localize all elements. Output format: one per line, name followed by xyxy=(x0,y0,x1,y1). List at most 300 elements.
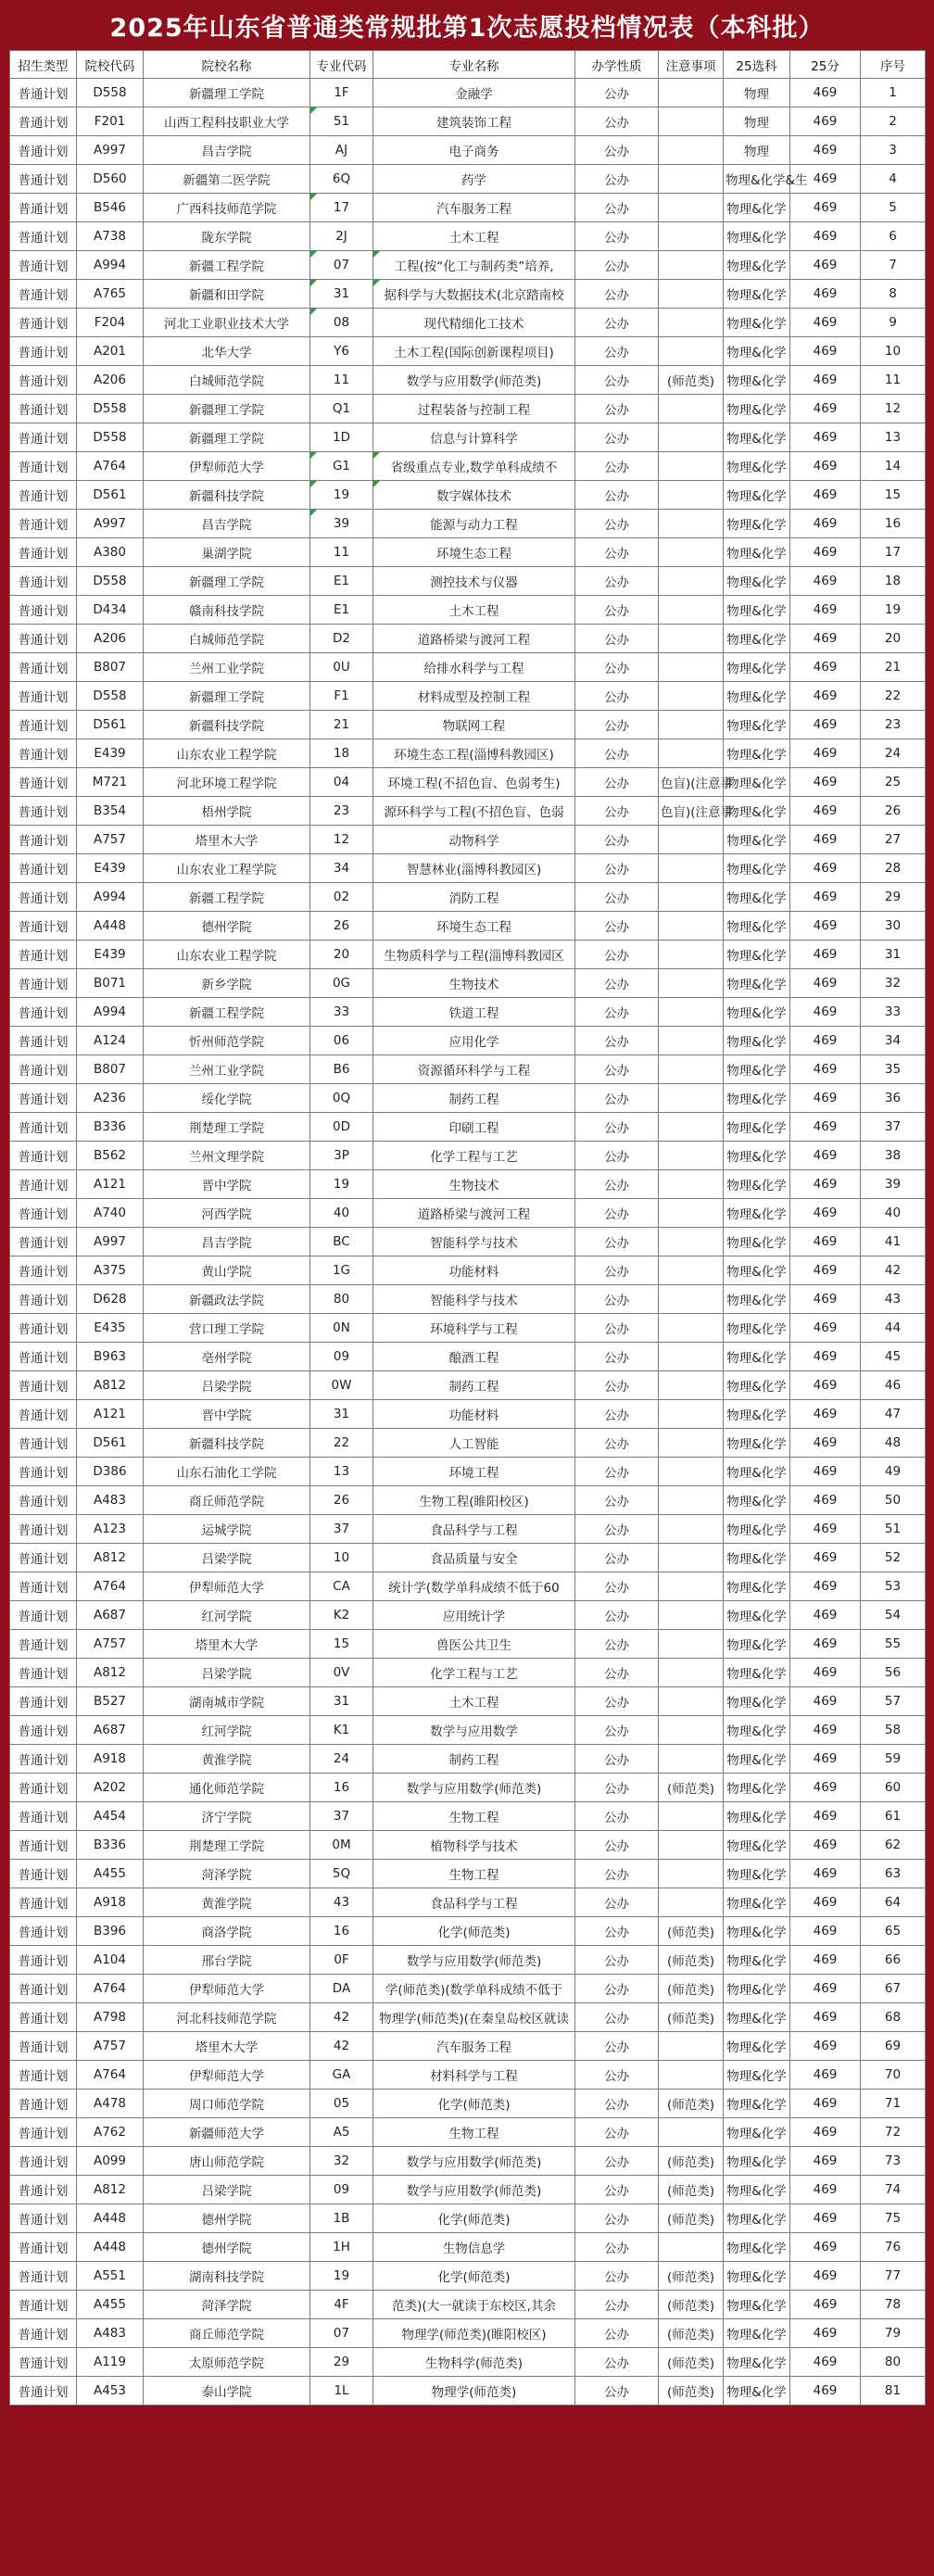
cell-school-nature: 公办 xyxy=(575,165,659,194)
cell-major-code: 4F xyxy=(310,2291,373,2319)
cell-major-code: 33 xyxy=(310,998,373,1027)
cell-school-name: 黄淮学院 xyxy=(144,1888,310,1917)
cell-notes xyxy=(659,1486,724,1515)
cell-subjects: 物理&化学 xyxy=(724,1572,790,1601)
table-row xyxy=(10,1716,926,1745)
table-row xyxy=(10,79,926,107)
cell-school-nature: 公办 xyxy=(575,1716,659,1745)
cell-major-name: 能源与动力工程 xyxy=(373,510,575,538)
cell-school-nature: 公办 xyxy=(575,1256,659,1285)
cell-serial: 24 xyxy=(861,739,926,768)
cell-school-name: 晋中学院 xyxy=(144,1400,310,1429)
cell-notes xyxy=(659,1515,724,1544)
cell-subjects: 物理&化学 xyxy=(724,1027,790,1055)
cell-school-name: 红河学院 xyxy=(144,1601,310,1630)
cell-school-code: A123 xyxy=(77,1515,144,1544)
cell-school-name: 营口理工学院 xyxy=(144,1314,310,1343)
cell-score: 469 xyxy=(790,510,861,538)
cell-serial: 37 xyxy=(861,1113,926,1142)
table-row xyxy=(10,395,926,423)
cell-score: 469 xyxy=(790,366,861,395)
cell-score: 469 xyxy=(790,883,861,912)
cell-score: 469 xyxy=(790,1630,861,1659)
cell-score: 469 xyxy=(790,739,861,768)
cell-major-name: 材料科学与工程 xyxy=(373,2061,575,2090)
cell-notes xyxy=(659,1544,724,1572)
cell-major-code: 22 xyxy=(310,1429,373,1458)
cell-admission-type: 普通计划 xyxy=(10,2176,77,2204)
cell-major-name: 数学与应用数学(师范类) xyxy=(373,1774,575,1802)
cell-school-name: 白城师范学院 xyxy=(144,625,310,653)
cell-subjects: 物理&化学 xyxy=(724,682,790,711)
cell-school-name: 兰州工业学院 xyxy=(144,653,310,682)
cell-school-nature: 公办 xyxy=(575,107,659,136)
cell-subjects: 物理&化学 xyxy=(724,1285,790,1314)
cell-school-nature: 公办 xyxy=(575,711,659,739)
cell-school-name: 红河学院 xyxy=(144,1716,310,1745)
cell-school-nature: 公办 xyxy=(575,1458,659,1486)
cell-admission-type: 普通计划 xyxy=(10,1515,77,1544)
cell-school-name: 德州学院 xyxy=(144,2233,310,2262)
cell-admission-type: 普通计划 xyxy=(10,1314,77,1343)
cell-major-name: 材料成型及控制工程 xyxy=(373,682,575,711)
cell-score: 469 xyxy=(790,1572,861,1601)
cell-admission-type: 普通计划 xyxy=(10,423,77,452)
cell-score: 469 xyxy=(790,1371,861,1400)
cell-admission-type: 普通计划 xyxy=(10,1888,77,1917)
cell-major-code: 31 xyxy=(310,280,373,309)
cell-major-name: 酿酒工程 xyxy=(373,1343,575,1371)
cell-school-name: 吕梁学院 xyxy=(144,2176,310,2204)
cell-admission-type: 普通计划 xyxy=(10,2090,77,2118)
cell-school-nature: 公办 xyxy=(575,682,659,711)
cell-subjects: 物理&化学 xyxy=(724,1544,790,1572)
cell-school-nature: 公办 xyxy=(575,395,659,423)
table-row xyxy=(10,1256,926,1285)
table-row xyxy=(10,423,926,452)
cell-subjects: 物理&化学 xyxy=(724,1802,790,1831)
cell-subjects: 物理&化学 xyxy=(724,2061,790,2090)
cell-school-nature: 公办 xyxy=(575,596,659,625)
cell-serial: 69 xyxy=(861,2032,926,2061)
cell-serial: 14 xyxy=(861,452,926,481)
cell-subjects: 物理 xyxy=(724,107,790,136)
cell-notes xyxy=(659,1802,724,1831)
cell-major-code: D2 xyxy=(310,625,373,653)
cell-subjects: 物理&化学 xyxy=(724,251,790,280)
cell-major-name: 印刷工程 xyxy=(373,1113,575,1142)
cell-notes xyxy=(659,1027,724,1055)
cell-notes: (师范类) xyxy=(659,2291,724,2319)
cell-notes xyxy=(659,739,724,768)
cell-major-name: 给排水科学与工程 xyxy=(373,653,575,682)
cell-school-code: A483 xyxy=(77,2319,144,2348)
cell-school-name: 邢台学院 xyxy=(144,1946,310,1975)
cell-school-name: 山东石油化工学院 xyxy=(144,1458,310,1486)
column-header-school-code: 院校代码 xyxy=(77,51,144,79)
cell-admission-type: 普通计划 xyxy=(10,194,77,222)
cell-subjects: 物理&化学 xyxy=(724,2291,790,2319)
table-row xyxy=(10,251,926,280)
cell-serial: 52 xyxy=(861,1544,926,1572)
cell-subjects: 物理&化学 xyxy=(724,2118,790,2147)
cell-serial: 49 xyxy=(861,1458,926,1486)
cell-school-nature: 公办 xyxy=(575,1802,659,1831)
table-row xyxy=(10,682,926,711)
cell-major-name: 植物科学与技术 xyxy=(373,1831,575,1860)
cell-score: 469 xyxy=(790,768,861,797)
cell-major-name: 应用统计学 xyxy=(373,1601,575,1630)
cell-school-name: 兰州文理学院 xyxy=(144,1142,310,1170)
cell-score: 469 xyxy=(790,1745,861,1774)
cell-school-name: 兰州工业学院 xyxy=(144,1055,310,1084)
cell-school-nature: 公办 xyxy=(575,366,659,395)
cell-notes xyxy=(659,1716,724,1745)
table-row xyxy=(10,1199,926,1228)
cell-subjects: 物理&化学 xyxy=(724,510,790,538)
cell-school-code: D558 xyxy=(77,423,144,452)
cell-subjects: 物理&化学 xyxy=(724,1888,790,1917)
cell-school-name: 新疆工程学院 xyxy=(144,883,310,912)
cell-major-name: 数学与应用数学(师范类) xyxy=(373,366,575,395)
cell-notes xyxy=(659,711,724,739)
cell-school-name: 山东农业工程学院 xyxy=(144,739,310,768)
cell-notes xyxy=(659,280,724,309)
cell-school-code: A765 xyxy=(77,280,144,309)
cell-school-code: B963 xyxy=(77,1343,144,1371)
cell-serial: 72 xyxy=(861,2118,926,2147)
cell-admission-type: 普通计划 xyxy=(10,1774,77,1802)
cell-serial: 5 xyxy=(861,194,926,222)
cell-notes xyxy=(659,1314,724,1343)
cell-school-nature: 公办 xyxy=(575,2291,659,2319)
cell-notes xyxy=(659,682,724,711)
cell-school-nature: 公办 xyxy=(575,1774,659,1802)
cell-score: 469 xyxy=(790,1429,861,1458)
cell-serial: 42 xyxy=(861,1256,926,1285)
cell-major-name: 消防工程 xyxy=(373,883,575,912)
cell-admission-type: 普通计划 xyxy=(10,1084,77,1113)
cell-school-code: E435 xyxy=(77,1314,144,1343)
cell-major-code: B6 xyxy=(310,1055,373,1084)
cell-admission-type: 普通计划 xyxy=(10,2204,77,2233)
cell-school-code: A236 xyxy=(77,1084,144,1113)
cell-serial: 29 xyxy=(861,883,926,912)
cell-school-nature: 公办 xyxy=(575,1831,659,1860)
table-row xyxy=(10,510,926,538)
cell-serial: 8 xyxy=(861,280,926,309)
cell-school-name: 新疆工程学院 xyxy=(144,998,310,1027)
cell-score: 469 xyxy=(790,1687,861,1716)
cell-major-code: 10 xyxy=(310,1544,373,1572)
cell-admission-type: 普通计划 xyxy=(10,395,77,423)
cell-score: 469 xyxy=(790,1458,861,1486)
cell-school-nature: 公办 xyxy=(575,2176,659,2204)
cell-major-name: 智能科学与技术 xyxy=(373,1285,575,1314)
cell-admission-type: 普通计划 xyxy=(10,2147,77,2176)
cell-major-code: 17 xyxy=(310,194,373,222)
cell-school-name: 北华大学 xyxy=(144,337,310,366)
cell-school-name: 太原师范学院 xyxy=(144,2348,310,2377)
cell-subjects: 物理&化学 xyxy=(724,854,790,883)
cell-school-nature: 公办 xyxy=(575,912,659,941)
cell-major-code: 23 xyxy=(310,797,373,826)
cell-school-nature: 公办 xyxy=(575,567,659,596)
cell-school-code: D558 xyxy=(77,395,144,423)
cell-school-nature: 公办 xyxy=(575,1975,659,2003)
cell-major-code: A5 xyxy=(310,2118,373,2147)
cell-school-code: F204 xyxy=(77,309,144,337)
cell-major-code: 19 xyxy=(310,1170,373,1199)
cell-major-name: 过程装备与控制工程 xyxy=(373,395,575,423)
table-row xyxy=(10,1055,926,1084)
cell-serial: 67 xyxy=(861,1975,926,2003)
cell-major-code: 0V xyxy=(310,1659,373,1687)
cell-major-name: 数字媒体技术 xyxy=(373,481,575,510)
cell-subjects: 物理&化学 xyxy=(724,2032,790,2061)
cell-notes xyxy=(659,194,724,222)
cell-notes: (师范类) xyxy=(659,2262,724,2291)
cell-subjects: 物理&化学 xyxy=(724,2262,790,2291)
cell-school-code: E439 xyxy=(77,739,144,768)
cell-major-name: 化学(师范类) xyxy=(373,2204,575,2233)
cell-score: 469 xyxy=(790,797,861,826)
cell-notes xyxy=(659,1343,724,1371)
table-row xyxy=(10,1429,926,1458)
cell-major-code: Q1 xyxy=(310,395,373,423)
cell-score: 469 xyxy=(790,567,861,596)
cell-school-code: A997 xyxy=(77,1228,144,1256)
cell-subjects: 物理&化学 xyxy=(724,1774,790,1802)
cell-score: 469 xyxy=(790,653,861,682)
cell-school-name: 晋中学院 xyxy=(144,1170,310,1199)
cell-major-name: 生物信息学 xyxy=(373,2233,575,2262)
cell-admission-type: 普通计划 xyxy=(10,711,77,739)
cell-school-code: A478 xyxy=(77,2090,144,2118)
table-row xyxy=(10,2377,926,2406)
cell-major-code: 40 xyxy=(310,1199,373,1228)
cell-school-code: A798 xyxy=(77,2003,144,2032)
table-row xyxy=(10,2003,926,2032)
cell-score: 469 xyxy=(790,1199,861,1228)
cell-school-name: 昌吉学院 xyxy=(144,1228,310,1256)
cell-school-code: A764 xyxy=(77,1572,144,1601)
cell-school-name: 济宁学院 xyxy=(144,1802,310,1831)
cell-school-name: 运城学院 xyxy=(144,1515,310,1544)
cell-score: 469 xyxy=(790,1544,861,1572)
cell-school-code: B562 xyxy=(77,1142,144,1170)
table-row xyxy=(10,194,926,222)
cell-subjects: 物理&化学 xyxy=(724,280,790,309)
cell-score: 469 xyxy=(790,423,861,452)
cell-serial: 70 xyxy=(861,2061,926,2090)
cell-subjects: 物理&化学 xyxy=(724,1687,790,1716)
cell-score: 469 xyxy=(790,107,861,136)
cell-notes xyxy=(659,79,724,107)
cell-subjects: 物理&化学 xyxy=(724,309,790,337)
cell-major-code: 15 xyxy=(310,1630,373,1659)
cell-school-nature: 公办 xyxy=(575,1027,659,1055)
cell-major-code: 29 xyxy=(310,2348,373,2377)
cell-school-name: 伊犁师范大学 xyxy=(144,2061,310,2090)
cell-serial: 6 xyxy=(861,222,926,251)
cell-notes xyxy=(659,1055,724,1084)
cell-subjects: 物理&化学 xyxy=(724,912,790,941)
cell-school-name: 伊犁师范大学 xyxy=(144,1975,310,2003)
table-row xyxy=(10,1371,926,1400)
cell-serial: 28 xyxy=(861,854,926,883)
cell-major-name: 现代精细化工技术 xyxy=(373,309,575,337)
cell-major-name: 环境生态工程 xyxy=(373,538,575,567)
cell-score: 469 xyxy=(790,2204,861,2233)
cell-school-code: A551 xyxy=(77,2262,144,2291)
cell-admission-type: 普通计划 xyxy=(10,1659,77,1687)
cell-major-code: 02 xyxy=(310,883,373,912)
cell-score: 469 xyxy=(790,1027,861,1055)
cell-major-code: 0G xyxy=(310,969,373,998)
cell-subjects: 物理&化学 xyxy=(724,1084,790,1113)
cell-school-code: B807 xyxy=(77,653,144,682)
cell-notes xyxy=(659,2061,724,2090)
cell-major-name: 测控技术与仪器 xyxy=(373,567,575,596)
cell-school-name: 绥化学院 xyxy=(144,1084,310,1113)
cell-score: 469 xyxy=(790,395,861,423)
cell-serial: 53 xyxy=(861,1572,926,1601)
cell-school-name: 新疆理工学院 xyxy=(144,423,310,452)
cell-major-name: 化学(师范类) xyxy=(373,1917,575,1946)
cell-admission-type: 普通计划 xyxy=(10,1256,77,1285)
cell-school-nature: 公办 xyxy=(575,2061,659,2090)
table-row xyxy=(10,481,926,510)
cell-admission-type: 普通计划 xyxy=(10,366,77,395)
cell-score: 469 xyxy=(790,2291,861,2319)
cell-school-nature: 公办 xyxy=(575,1515,659,1544)
cell-admission-type: 普通计划 xyxy=(10,165,77,194)
cell-major-name: 源环科学与工程(不招色盲、色弱 xyxy=(373,797,575,826)
cell-major-code: 18 xyxy=(310,739,373,768)
cell-major-code: 42 xyxy=(310,2003,373,2032)
cell-serial: 25 xyxy=(861,768,926,797)
cell-school-name: 吕梁学院 xyxy=(144,1544,310,1572)
cell-score: 469 xyxy=(790,1774,861,1802)
cell-school-name: 忻州师范学院 xyxy=(144,1027,310,1055)
cell-notes xyxy=(659,912,724,941)
table-row xyxy=(10,2090,926,2118)
cell-major-name: 信息与计算科学 xyxy=(373,423,575,452)
cell-score: 469 xyxy=(790,1256,861,1285)
table-row xyxy=(10,912,926,941)
cell-school-nature: 公办 xyxy=(575,481,659,510)
cell-school-name: 菏泽学院 xyxy=(144,1860,310,1888)
table-row xyxy=(10,998,926,1027)
cell-school-nature: 公办 xyxy=(575,1371,659,1400)
cell-score: 469 xyxy=(790,2147,861,2176)
cell-major-code: 26 xyxy=(310,912,373,941)
cell-notes: (师范类) xyxy=(659,2090,724,2118)
cell-notes: (师范类) xyxy=(659,2003,724,2032)
cell-serial: 50 xyxy=(861,1486,926,1515)
cell-school-code: A762 xyxy=(77,2118,144,2147)
cell-serial: 61 xyxy=(861,1802,926,1831)
cell-score: 469 xyxy=(790,1917,861,1946)
cell-major-code: 32 xyxy=(310,2147,373,2176)
table-row xyxy=(10,1285,926,1314)
cell-admission-type: 普通计划 xyxy=(10,1630,77,1659)
cell-school-code: A997 xyxy=(77,510,144,538)
cell-serial: 47 xyxy=(861,1400,926,1429)
cell-admission-type: 普通计划 xyxy=(10,2003,77,2032)
cell-school-name: 昌吉学院 xyxy=(144,510,310,538)
cell-notes: 色盲)(注意事 xyxy=(659,768,724,797)
cell-school-name: 商丘师范学院 xyxy=(144,1486,310,1515)
cell-score: 469 xyxy=(790,969,861,998)
cell-major-name: 汽车服务工程 xyxy=(373,194,575,222)
cell-notes xyxy=(659,1084,724,1113)
cell-serial: 36 xyxy=(861,1084,926,1113)
cell-subjects: 物理&化学 xyxy=(724,998,790,1027)
cell-subjects: 物理&化学 xyxy=(724,538,790,567)
table-row xyxy=(10,826,926,854)
cell-notes xyxy=(659,969,724,998)
cell-serial: 55 xyxy=(861,1630,926,1659)
cell-major-code: 3P xyxy=(310,1142,373,1170)
cell-school-code: A375 xyxy=(77,1256,144,1285)
cell-school-name: 新疆科技学院 xyxy=(144,1429,310,1458)
cell-major-code: 1D xyxy=(310,423,373,452)
cell-notes xyxy=(659,1601,724,1630)
cell-notes xyxy=(659,423,724,452)
cell-admission-type: 普通计划 xyxy=(10,883,77,912)
cell-subjects: 物理&化学 xyxy=(724,653,790,682)
cell-school-code: D434 xyxy=(77,596,144,625)
cell-school-name: 伊犁师范大学 xyxy=(144,1572,310,1601)
cell-subjects: 物理&化学 xyxy=(724,423,790,452)
table-row xyxy=(10,2262,926,2291)
cell-major-name: 环境科学与工程 xyxy=(373,1314,575,1343)
cell-major-code: 20 xyxy=(310,941,373,969)
table-row xyxy=(10,222,926,251)
cell-school-code: A124 xyxy=(77,1027,144,1055)
cell-admission-type: 普通计划 xyxy=(10,1601,77,1630)
cell-serial: 2 xyxy=(861,107,926,136)
column-header-major-name: 专业名称 xyxy=(373,51,575,79)
cell-score: 469 xyxy=(790,79,861,107)
cell-admission-type: 普通计划 xyxy=(10,2118,77,2147)
cell-major-code: G1 xyxy=(310,452,373,481)
cell-school-code: A201 xyxy=(77,337,144,366)
cell-admission-type: 普通计划 xyxy=(10,280,77,309)
cell-admission-type: 普通计划 xyxy=(10,1199,77,1228)
cell-school-name: 荆楚理工学院 xyxy=(144,1831,310,1860)
cell-school-code: A687 xyxy=(77,1716,144,1745)
cell-school-code: D561 xyxy=(77,711,144,739)
cell-admission-type: 普通计划 xyxy=(10,1400,77,1429)
cell-admission-type: 普通计划 xyxy=(10,1831,77,1860)
cell-subjects: 物理&化学 xyxy=(724,395,790,423)
cell-score: 469 xyxy=(790,2090,861,2118)
cell-school-code: A687 xyxy=(77,1601,144,1630)
cell-major-name: 制药工程 xyxy=(373,1371,575,1400)
cell-major-code: 05 xyxy=(310,2090,373,2118)
cell-school-name: 商丘师范学院 xyxy=(144,2319,310,2348)
cell-major-name: 动物科学 xyxy=(373,826,575,854)
cell-school-code: D628 xyxy=(77,1285,144,1314)
cell-major-name: 电子商务 xyxy=(373,136,575,165)
cell-serial: 40 xyxy=(861,1199,926,1228)
cell-notes xyxy=(659,2118,724,2147)
cell-major-code: 1G xyxy=(310,1256,373,1285)
table-row xyxy=(10,1860,926,1888)
